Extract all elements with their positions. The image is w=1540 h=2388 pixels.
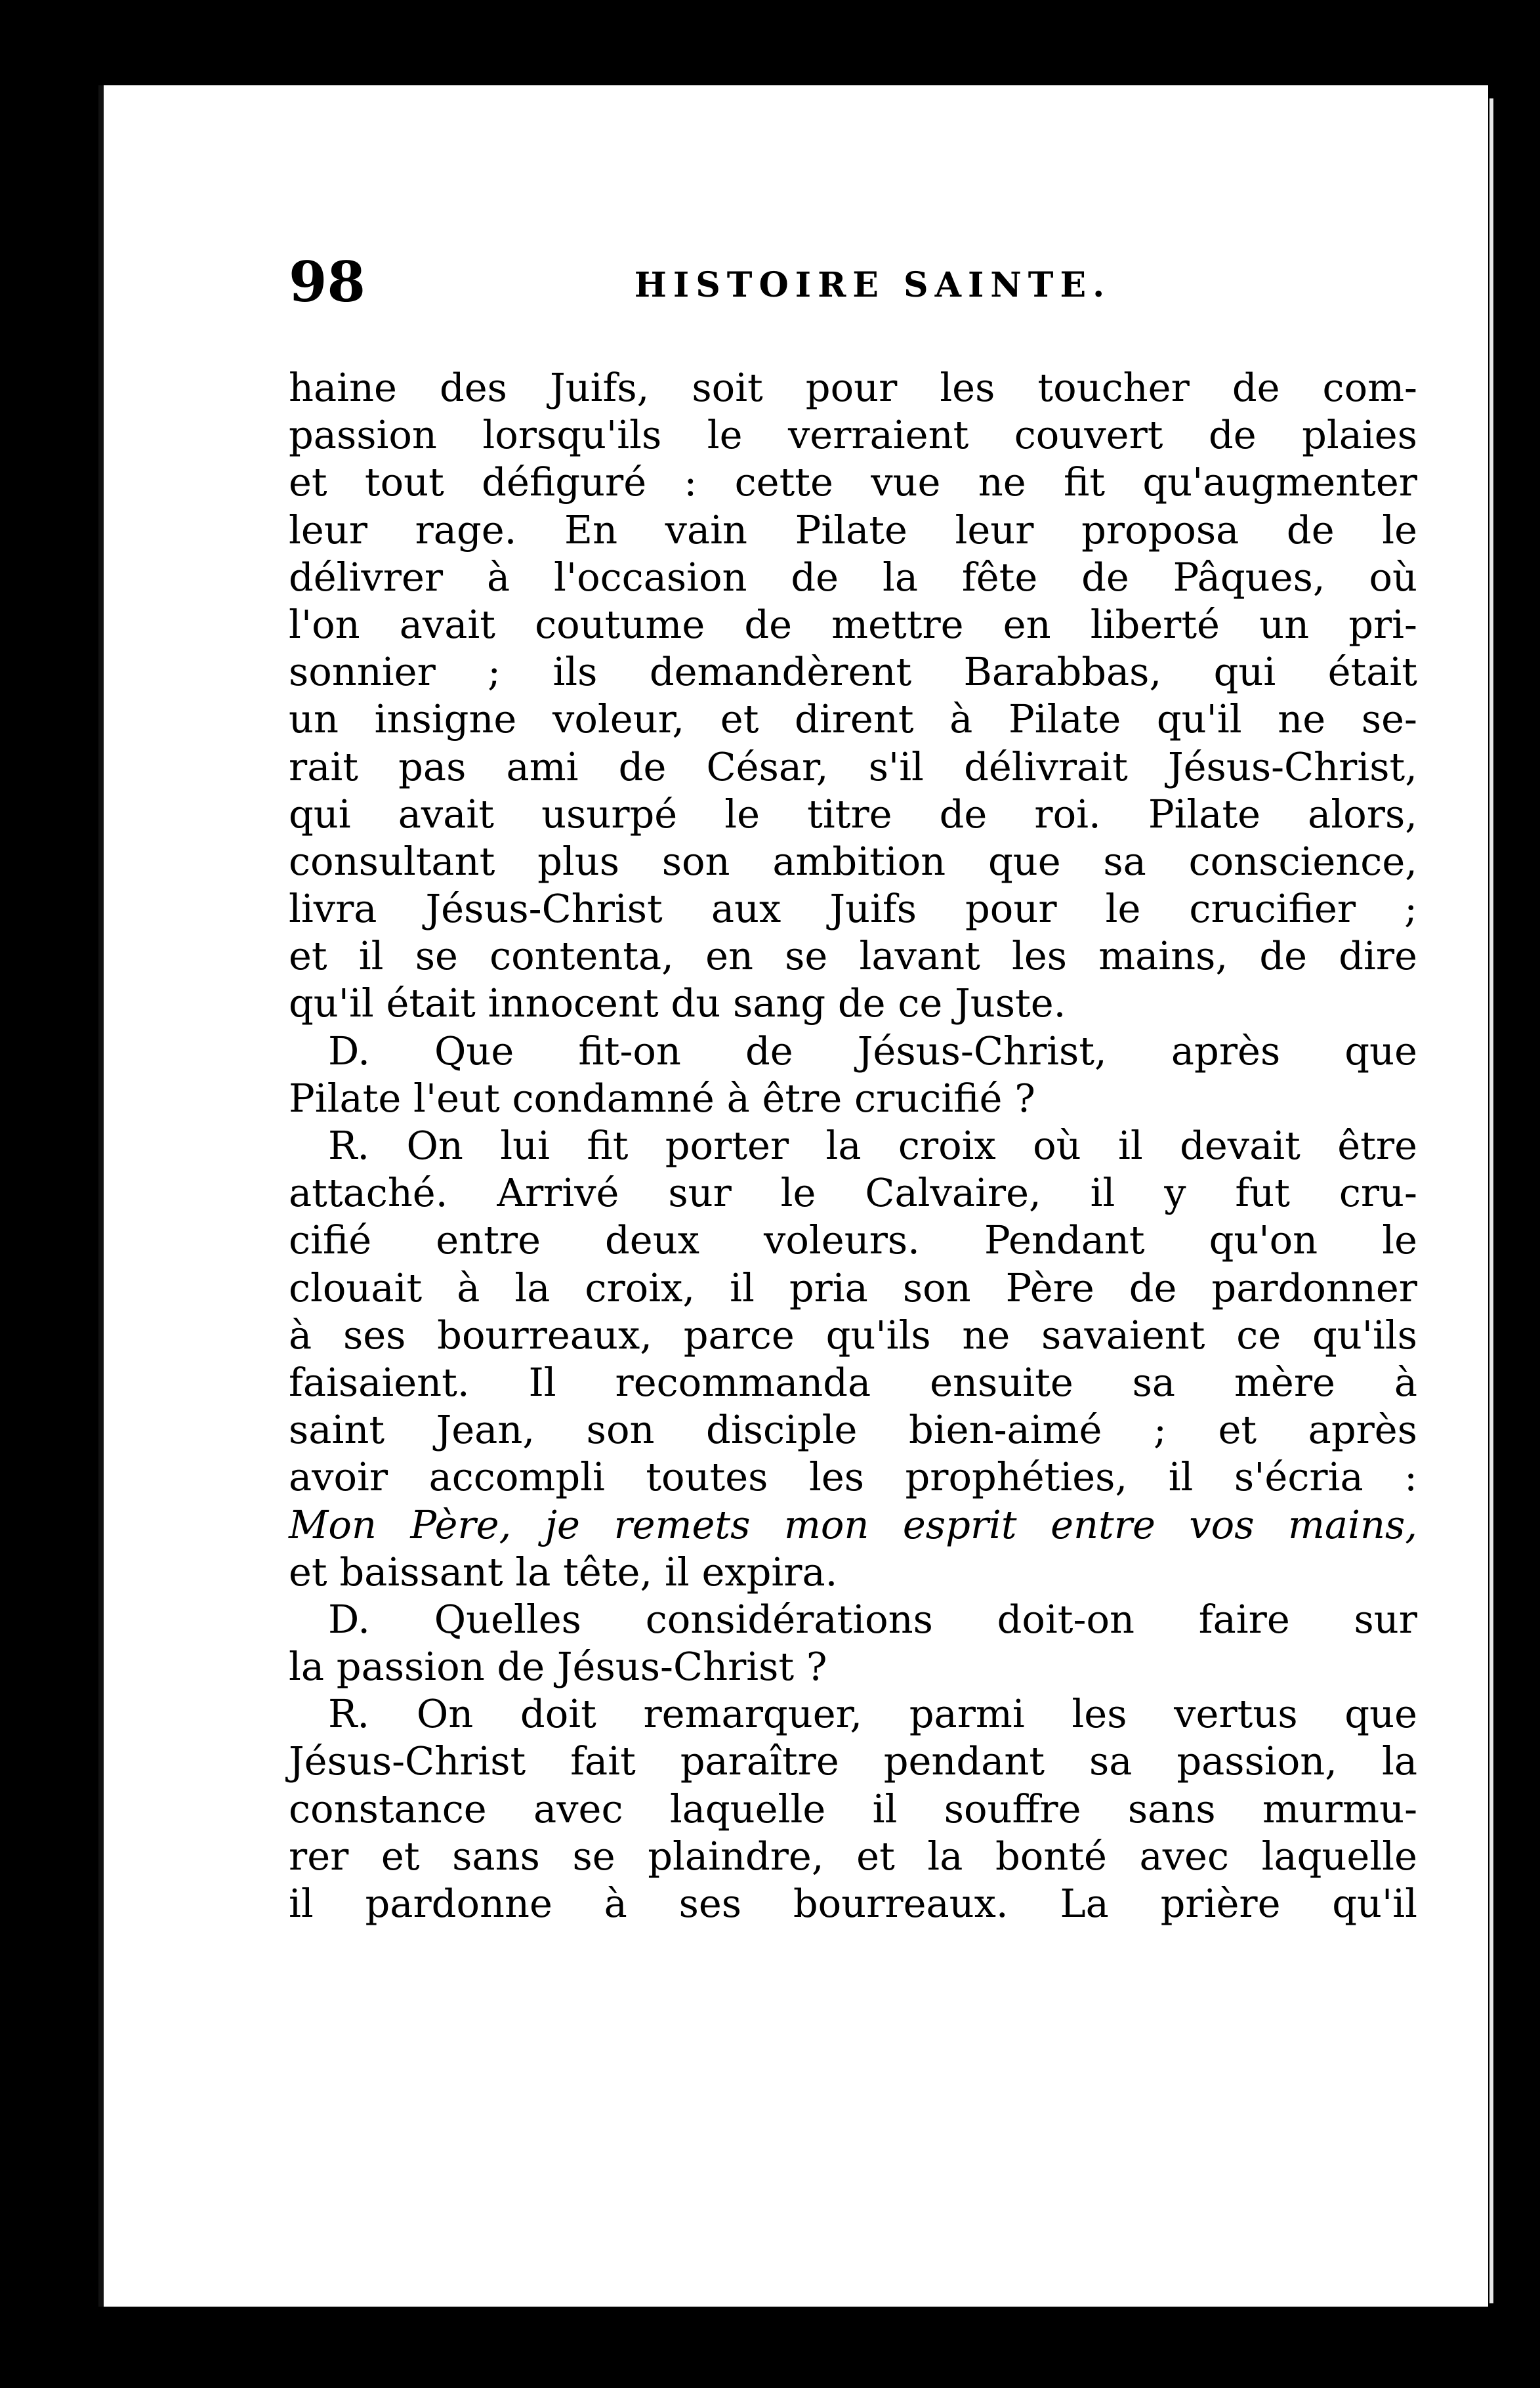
answer-line: clouait à la croix, il pria son Père de pardonner (289, 1265, 1417, 1310)
answer-line: à ses bourreaux, parce qu'ils ne savaient ce qu'ils (289, 1312, 1417, 1358)
page-edge (1489, 98, 1533, 2303)
text-line: passion lorsqu'ils le verraient couvert de plaies (289, 412, 1417, 458)
answer-line: faisaient. Il recommanda ensuite sa mère à (289, 1359, 1417, 1405)
answer-line: avoir accompli toutes les prophéties, il s'écria : (289, 1454, 1417, 1500)
text-line: leur rage. En vain Pilate leur proposa de le (289, 507, 1417, 553)
text-line: qui avait usurpé le titre de roi. Pilate alors, (289, 791, 1417, 837)
answer-line: Jésus-Christ fait paraître pendant sa passion, la (289, 1738, 1417, 1784)
text-line: et il se contenta, en se lavant les mains, de dire (289, 933, 1417, 979)
answer-line: attaché. Arrivé sur le Calvaire, il y fut cru- (289, 1170, 1417, 1216)
text-line: haine des Juifs, soit pour les toucher de com- (289, 365, 1417, 410)
answer-line: rer et sans se plaindre, et la bonté avec laquelle (289, 1833, 1417, 1879)
answer-line: cifié entre deux voleurs. Pendant qu'on le (289, 1217, 1417, 1263)
text-line: qu'il était innocent du sang de ce Juste. (289, 980, 1066, 1026)
text-line: et tout défiguré : cette vue ne fit qu'augmenter (289, 459, 1417, 505)
answer-line: constance avec laquelle il souffre sans murmu- (289, 1786, 1417, 1832)
running-title: HISTOIRE SAINTE. (634, 265, 1112, 305)
text-line: un insigne voleur, et dirent à Pilate qu'il ne se- (289, 696, 1417, 742)
text-line: l'on avait coutume de mettre en liberté un pri- (289, 601, 1417, 647)
question-line: D. Quelles considérations doit-on faire sur (328, 1596, 1417, 1642)
question-line: la passion de Jésus-Christ ? (289, 1644, 827, 1690)
body-text (289, 364, 1417, 1927)
italic-quote: Mon Père, je remets mon esprit entre vos mains, (289, 1501, 1417, 1547)
answer-line: et baissant la tête, il expira. (289, 1549, 838, 1595)
answer-line-italic (289, 1501, 1417, 1549)
answer-line: R. On doit remarquer, parmi les vertus que (328, 1691, 1417, 1737)
question-line: Pilate l'eut condamné à être crucifié ? (289, 1075, 1035, 1121)
page-number: 98 (289, 249, 365, 314)
answer-line: il pardonne à ses bourreaux. La prière qu'il (289, 1881, 1417, 1926)
text-line: rait pas ami de César, s'il délivrait Jésus-Christ, (289, 744, 1417, 789)
text-line: consultant plus son ambition que sa conscience, (289, 838, 1417, 884)
text-line: sonnier ; ils demandèrent Barabbas, qui était (289, 649, 1417, 695)
question-line: D. Que fit-on de Jésus-Christ, après que (328, 1028, 1417, 1074)
text-line: livra Jésus-Christ aux Juifs pour le crucifier ; (289, 886, 1417, 932)
answer-line: saint Jean, son disciple bien-aimé ; et après (289, 1407, 1417, 1453)
answer-line: R. On lui fit porter la croix où il devait être (328, 1123, 1417, 1168)
text-line: délivrer à l'occasion de la fête de Pâques, où (289, 554, 1417, 600)
page-header (289, 246, 1457, 318)
